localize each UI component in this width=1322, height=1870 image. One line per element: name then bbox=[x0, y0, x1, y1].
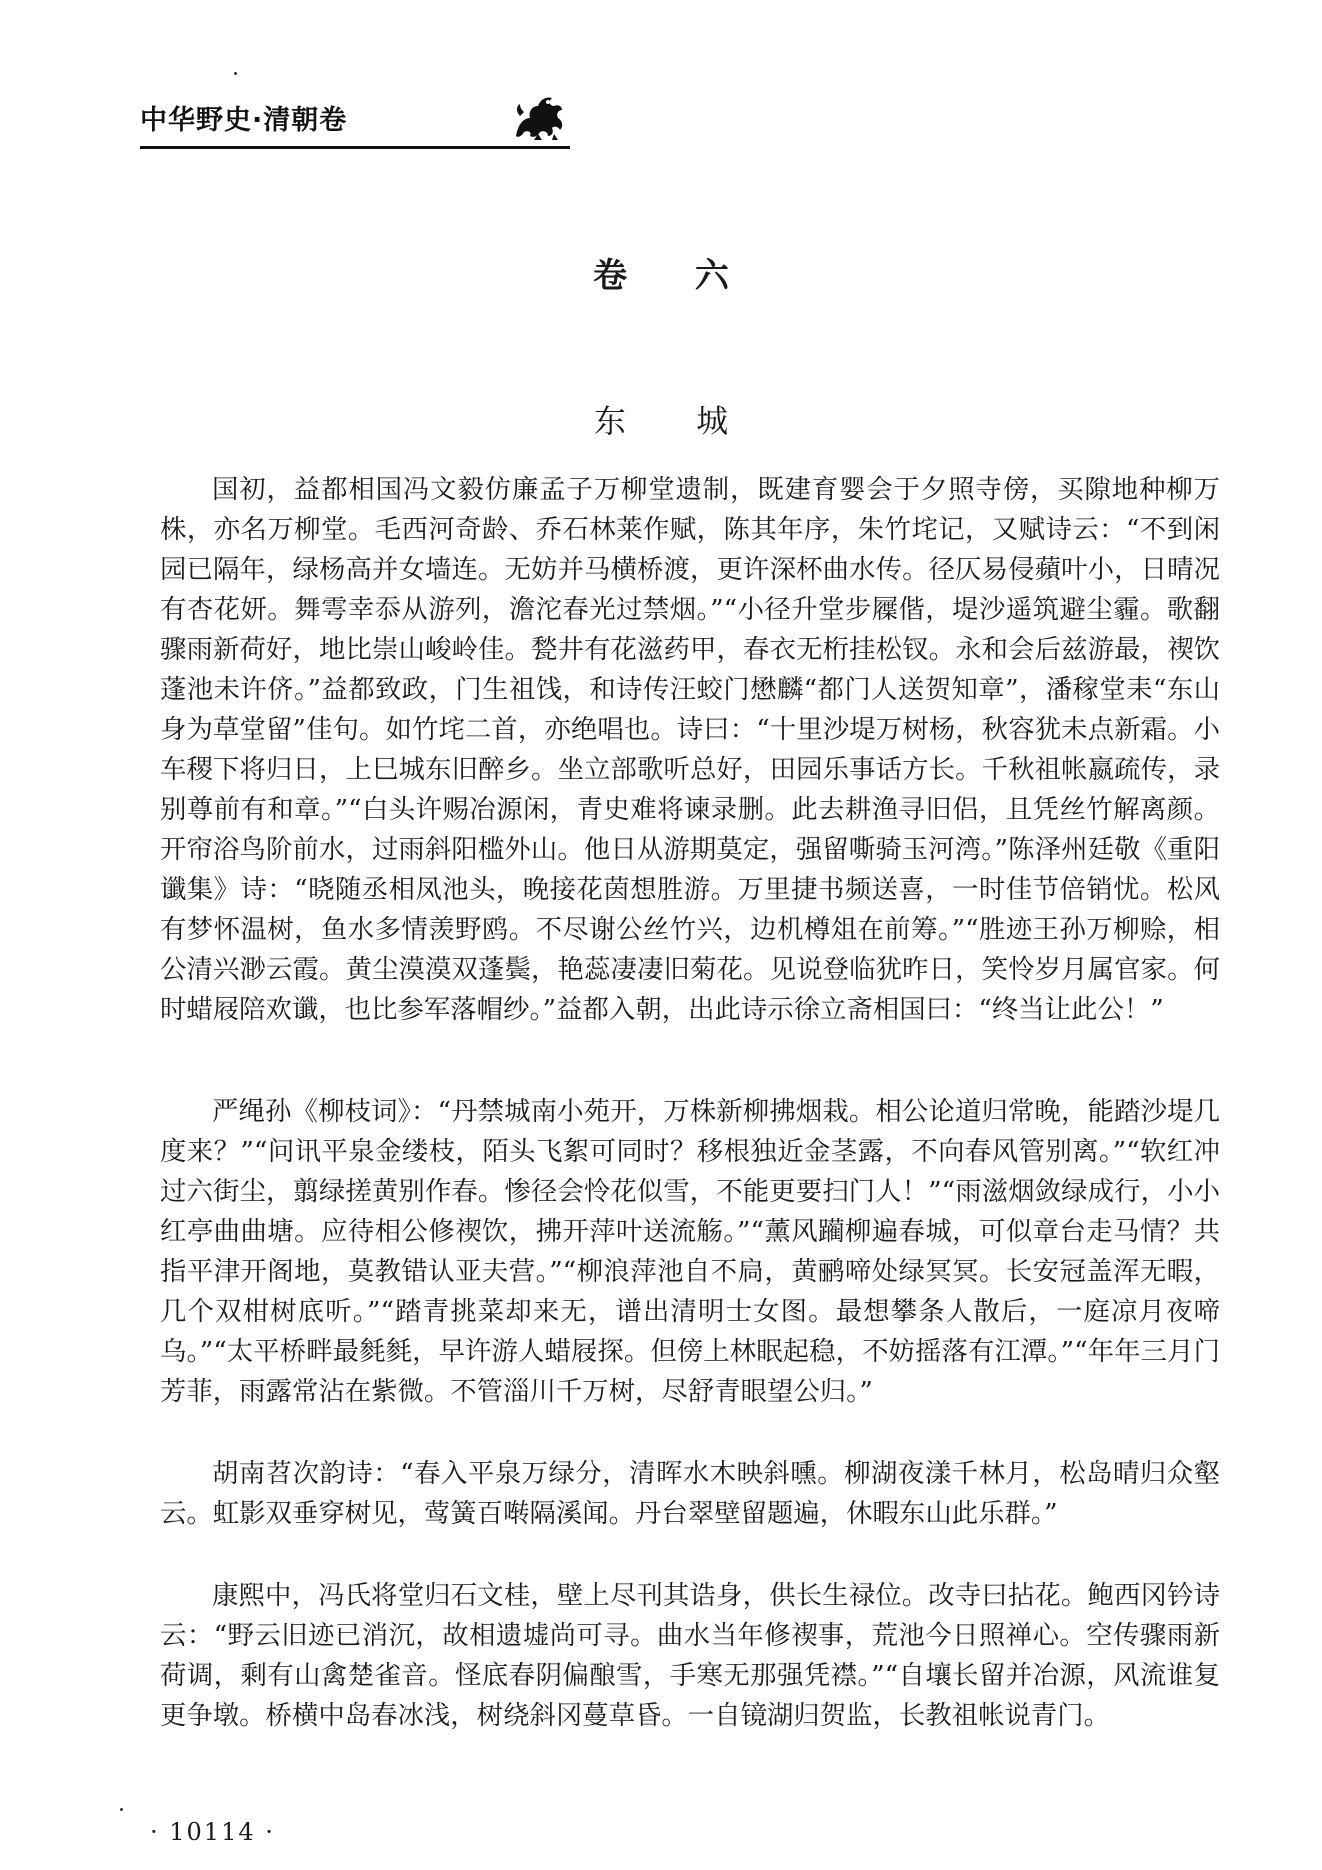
paragraph: 胡南苕次韵诗：“春入平泉万绿分，清晖水木映斜曛。柳湖夜漾千林月，松岛晴归众壑云。虹影双垂穿树见，莺簧百啭隔溪闻。丹台翠壁留题遍，休暇东山此乐群。” bbox=[160, 1458, 1220, 1529]
paragraph: 严绳孙《柳枝词》：“丹禁城南小苑开，万株新柳拂烟栽。相公论道归常晚，能踏沙堤几度来？”“问讯平泉金缕枝，陌头飞絮可同时？移根独近金茎露，不向春风管别离。”“软红冲过六街尘，翦绿搓黄别作春。惨径会怜花似雪，不能更要扫门人！”“雨滋烟敛绿成行，小小红亭曲曲塘。应待相公修禊饮，拂开萍叶送流觞。”“薰风躏柳遍春城，可似章台走马情？共指平津开阁地，莫教错认亚夫营。”“柳浪萍池自不扃，黄鹂啼处绿冥冥。长安冠盖浑无暇，几个双柑树底听。”“踏青挑菜却来无，谱出清明士女图。最想攀条人散后，一庭凉月夜啼乌。”“太平桥畔最毵毵，早许游人蜡屐探。但傍上林眠起稳，不妨摇落有江潭。”“年年三月门芳菲，雨露常沾在紫微。不管淄川千万树，尽舒青眼望公归。” bbox=[160, 1096, 1220, 1407]
scan-speck bbox=[234, 72, 237, 75]
section-title: 东 城 bbox=[593, 402, 759, 440]
paragraph: 康熙中，冯氏将堂归石文桂，壁上尽刊其诰身，供长生禄位。改寺曰拈花。鲍西冈钤诗云：“野云旧迹已消沉，故相遗墟尚可寻。曲水当年修禊事，荒池今日照禅心。空传骤雨新荷调，剩有山禽楚雀音。怪底春阴偏酿雪，手寒无那强凭襟。”“自壤长留并冶源，风流谁复更争墩。桥横中岛春冰浅，树绕斜冈蔓草昏。一自镜湖归贺监，长教祖帐说青门。 bbox=[160, 1580, 1220, 1731]
header-rule bbox=[140, 146, 570, 149]
dragon-emblem-icon bbox=[508, 88, 570, 144]
paragraph: 国初，益都相国冯文毅仿廉孟子万柳堂遗制，既建育婴会于夕照寺傍，买隙地种柳万株，亦名万柳堂。毛西河奇龄、乔石林莱作赋，陈其年序，朱竹垞记，又赋诗云：“不到闲园已隔年，绿杨高并女墙连。无妨并马横桥渡，更许深杯曲水传。径仄易侵蘋叶小，日晴况有杏花妍。舞雩幸忝从游列，澹沱春光过禁烟。”“小径升堂步屧偕，堤沙遥筑避尘霾。歌翻骤雨新荷好，地比崇山峻岭佳。甃井有花滋药甲，春衣无桁挂松钗。永和会后兹游最，禊饮蓬池未许侪。”益都致政，门生祖饯，和诗传汪蛟门懋麟“都门人送贺知章”，潘稼堂耒“东山身为草堂留”佳句。如竹垞二首，亦绝唱也。诗曰：“十里沙堤万树杨，秋容犹未点新霜。小车稷下将归日，上巳城东旧醉乡。坐立部歌听总好，田园乐事话方长。千秋祖帐嬴疏传，录别尊前有和章。”“白头许赐冶源闲，青史难将谏录删。此去耕渔寻旧侣，且凭丝竹解离颜。开帘浴鸟阶前水，过雨斜阳槛外山。他日从游期莫定，强留嘶骑玉河湾。”陈泽州廷敬《重阳谶集》诗：“晓随丞相凤池头，晚接花茵想胜游。万里捷书频送喜，一时佳节倍销忧。松风有梦怀温树，鱼水多情羡野鸥。不尽谢公丝竹兴，边机樽俎在前筹。”“胜迹王孙万柳赊，相公清兴渺云霞。黄尘漠漠双蓬鬓，艳蕊凄凄旧菊花。见说登临犹昨日，笑怜岁月属官家。何时蜡屐陪欢谶，也比参军落帽纱。”益都入朝，出此诗示徐立斋相国曰：“终当让此公！” bbox=[160, 474, 1220, 1025]
body-text bbox=[160, 470, 1220, 1736]
book-title: 中华野史·清朝卷 bbox=[140, 105, 348, 136]
page-number: · 10114 · bbox=[150, 1818, 275, 1846]
running-header bbox=[140, 88, 580, 150]
scan-speck bbox=[120, 1808, 123, 1811]
volume-title: 卷 六 bbox=[593, 256, 757, 296]
